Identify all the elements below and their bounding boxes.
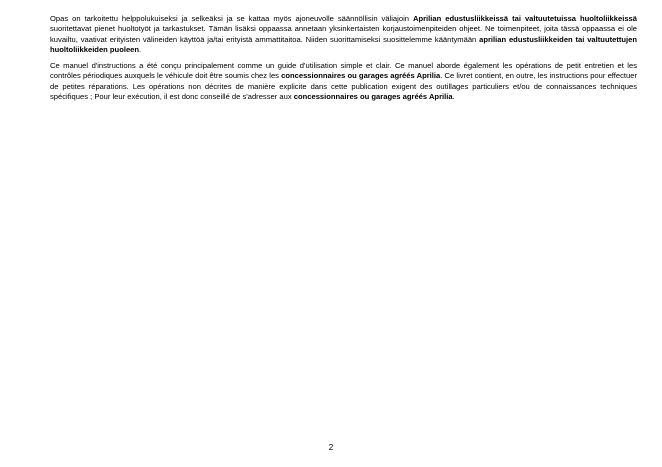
bold-text-run: concessionnaires ou garages agréés Aprilia [281, 71, 441, 81]
paragraph-french [50, 61, 637, 102]
bold-text-run: Aprilian edustusliikkeissä tai valtuutetuissa huoltoliikkeissä [412, 14, 637, 23]
page-number: 2 [328, 443, 334, 452]
text-run: . Ce livret contient, en outre, les instructions pour effectuer de petites réparations. Les opérations non décrites de manière explicite dans cette publication exigent des outillages particuliers et/ou de connaissances techniques spécifiques ; Pour leur exécution, il est donc conseillé de s'adresser aux [50, 71, 637, 102]
bold-text-run: aprilian edustusliikkeiden tai valtuutettujen huoltoliikkeiden puoleen [50, 34, 637, 54]
paragraph-finnish [50, 14, 637, 55]
text-run: Ce manuel d'instructions a été conçu principalement comme un guide d'utilisation simple et clair. Ce manuel aborde également les opérations de petit entretien et les contrôles périodiques auxquels le véhicule doit être soumis chez les [50, 61, 637, 81]
text-run: . [452, 92, 455, 102]
text-run: . [139, 44, 142, 54]
text-run: suoritettavat pienet huoltotyöt ja tarkastukset. Tämän lisäksi oppaassa annetaan yksinkertaisten korjaustoimenpiteiden ohjeet. Ne toimenpiteet, joita tässä oppaassa ei ole kuvailtu, vaativat erityisten välineiden käyttöä ja/tai erityistä ammattitaitoa. Niiden suorittamiseksi suosittelemme kääntymään [50, 24, 637, 44]
page-content [50, 14, 637, 108]
bold-text-run: concessionnaires ou garages agréés Aprilia [293, 92, 453, 102]
text-run: Opas on tarkoitettu helppolukuiseksi ja selkeäksi ja se kattaa myös ajoneuvolle säännöllisin väliajoin [50, 14, 413, 23]
